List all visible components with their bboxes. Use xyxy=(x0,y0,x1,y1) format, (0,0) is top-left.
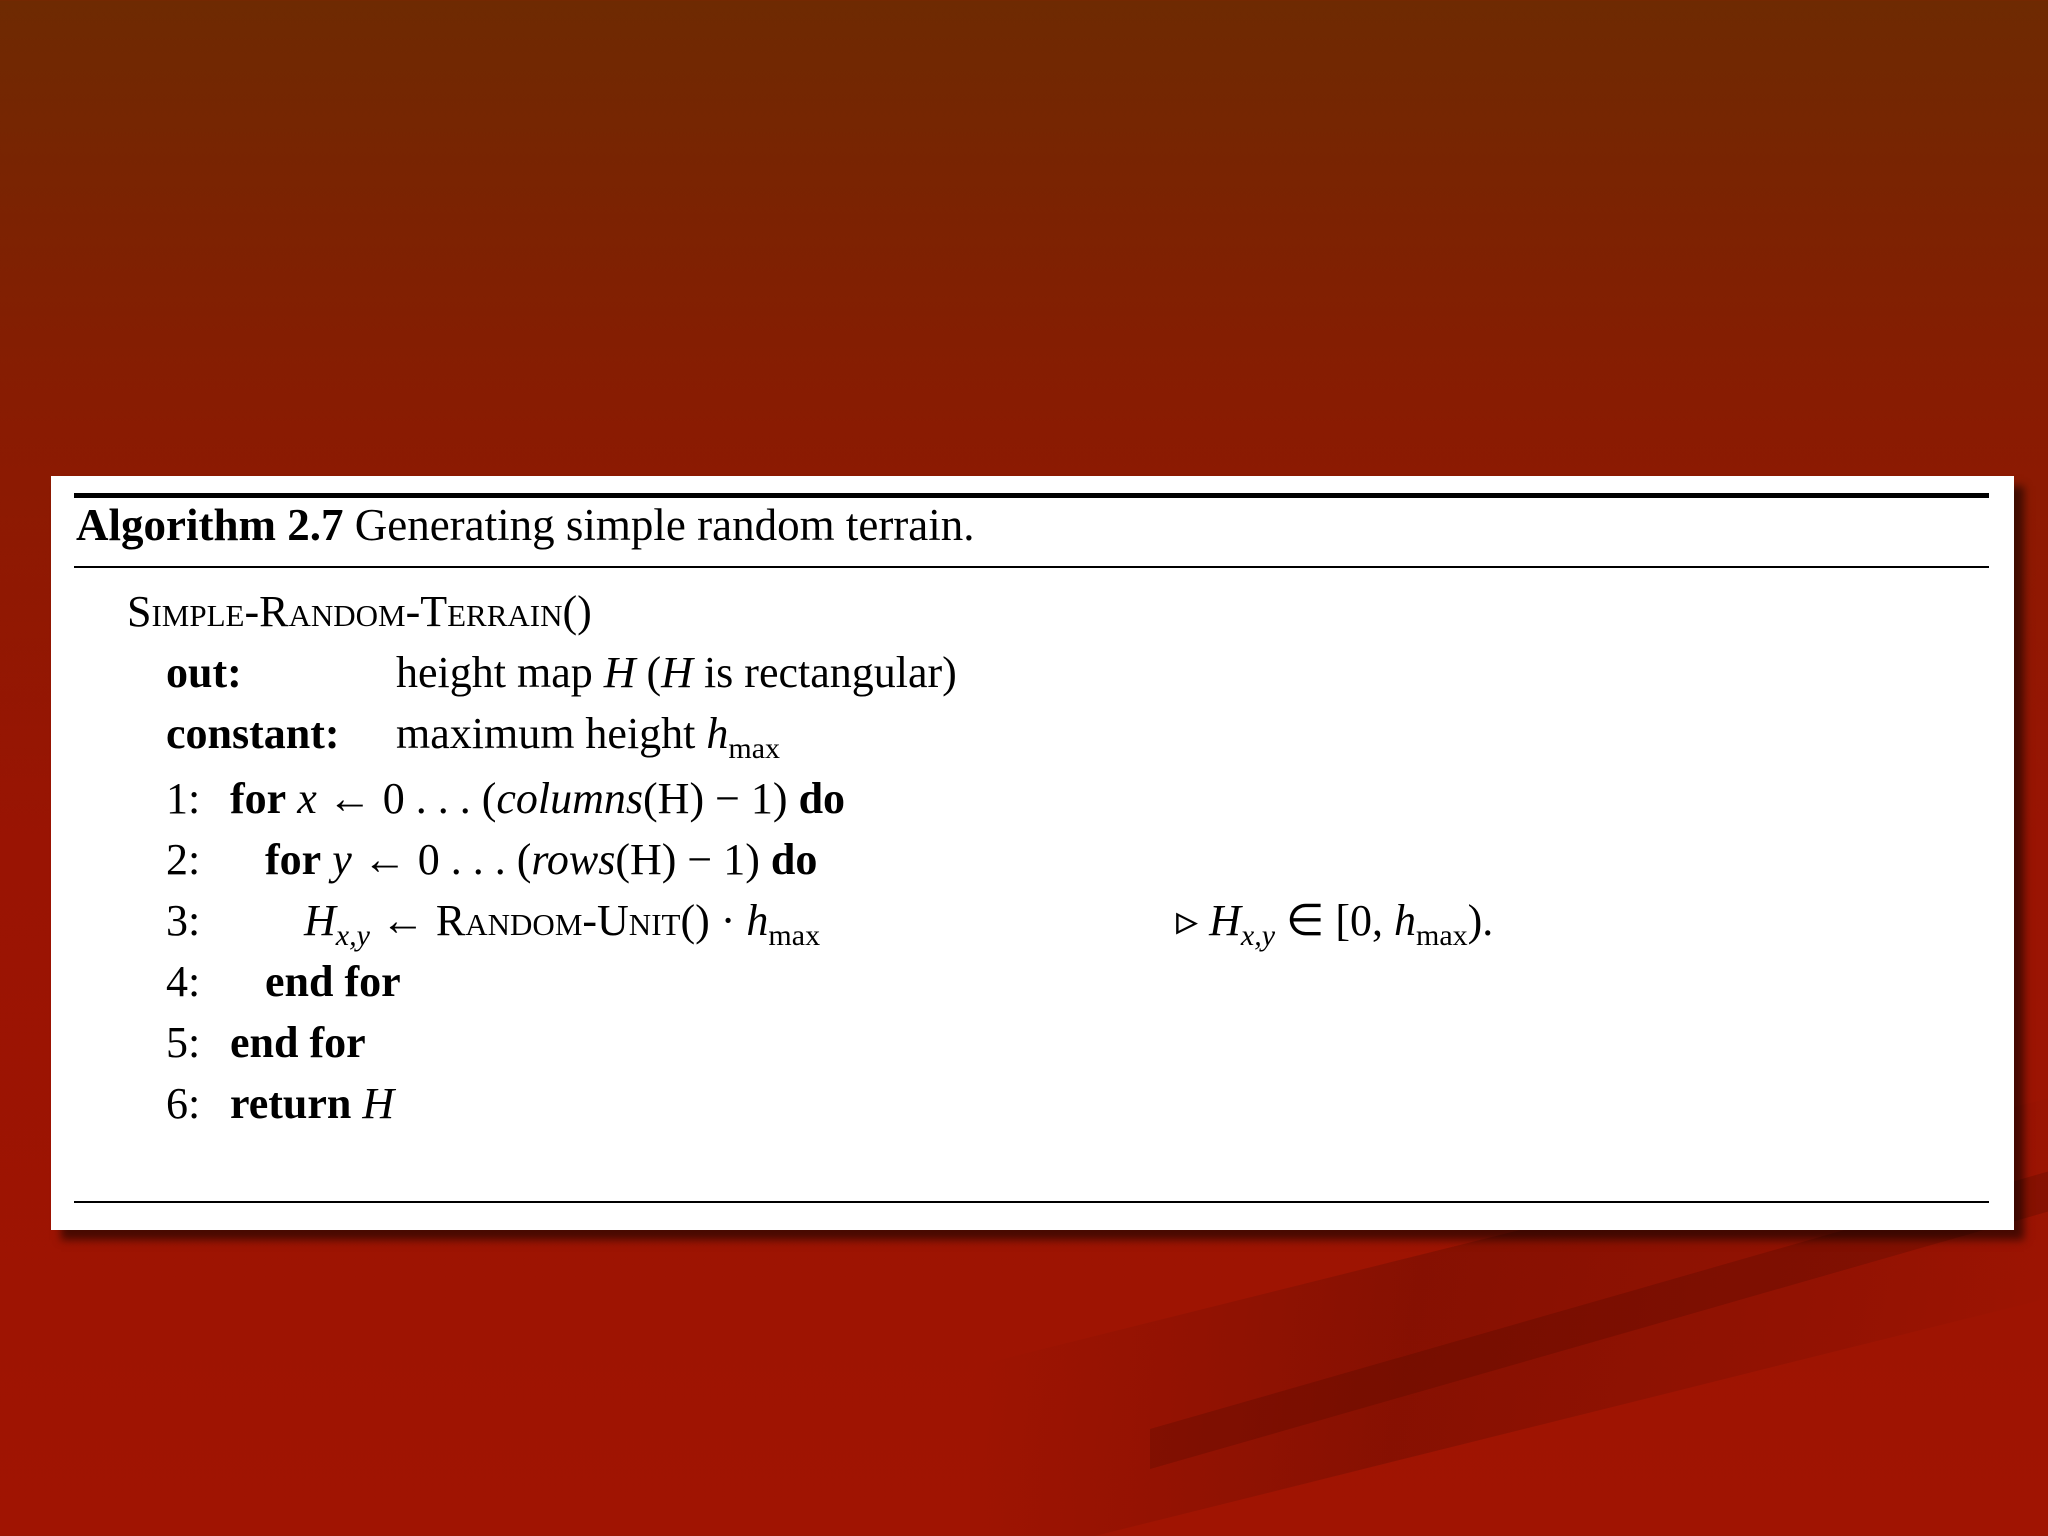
line-number: 4: xyxy=(166,957,201,1006)
keyword-for: for xyxy=(265,835,322,884)
line-number: 3: xyxy=(166,896,201,945)
out-text-3: is rectangular) xyxy=(703,648,957,697)
algorithm-box xyxy=(51,476,2014,1230)
algorithm-caption xyxy=(76,496,975,555)
line-number: 6: xyxy=(166,1079,201,1128)
comment-end: ). xyxy=(1467,896,1494,945)
comment-marker: ▹ xyxy=(1176,896,1199,945)
line-number: 5: xyxy=(166,1018,201,1067)
comment-var2: h xyxy=(1394,896,1416,945)
procedure-name: Simple-Random-Terrain() xyxy=(127,587,592,636)
keyword-end-for: end for xyxy=(230,1018,366,1067)
comment-var: H xyxy=(1209,896,1241,945)
hmax-sub: max xyxy=(768,918,821,952)
loop-var: x xyxy=(297,774,317,823)
keyword-return: return xyxy=(230,1079,352,1128)
code-line-2 xyxy=(166,834,817,887)
return-var: H xyxy=(362,1079,395,1128)
out-label: out: xyxy=(166,648,242,697)
code-line-4 xyxy=(166,956,401,1009)
range-text: ← 0 . . . ( xyxy=(362,835,532,884)
function-arg: (H) − 1) xyxy=(643,774,788,823)
caption-rule xyxy=(74,566,1989,568)
assign-arrow: ← xyxy=(380,896,425,945)
function-name: rows xyxy=(531,835,616,884)
keyword-do: do xyxy=(798,774,846,823)
constant-text: maximum height xyxy=(396,709,696,758)
constant-var: h xyxy=(706,709,729,758)
constant-sub: max xyxy=(728,731,781,765)
comment-var2-sub: max xyxy=(1416,918,1468,952)
range-text: ← 0 . . . ( xyxy=(327,774,497,823)
out-text-2: ( xyxy=(646,648,662,697)
function-name: columns xyxy=(496,774,644,823)
out-text-1: height map xyxy=(396,648,593,697)
code-line-3 xyxy=(166,895,820,954)
loop-var: y xyxy=(332,835,352,884)
line-3-comment xyxy=(1176,895,1493,954)
line-number: 1: xyxy=(166,774,201,823)
code-line-5 xyxy=(166,1017,366,1070)
keyword-for: for xyxy=(230,774,287,823)
constant-label: constant: xyxy=(166,709,340,758)
hmax-var: h xyxy=(746,896,769,945)
keyword-do: do xyxy=(770,835,818,884)
caption-label: Algorithm 2.7 xyxy=(76,500,344,550)
call-name: Random-Unit() xyxy=(435,896,710,945)
bottom-rule xyxy=(74,1201,1989,1203)
constant-line xyxy=(166,708,780,767)
out-var: H xyxy=(603,648,636,697)
code-line-6 xyxy=(166,1078,394,1131)
comment-text: ∈ [0, xyxy=(1286,896,1383,945)
multiply-dot: · xyxy=(720,896,736,945)
function-arg: (H) − 1) xyxy=(615,835,760,884)
code-line-1 xyxy=(166,773,845,826)
assign-lhs-sub: x,y xyxy=(335,918,370,952)
caption-text: Generating simple random terrain. xyxy=(354,500,975,550)
out-line xyxy=(166,647,957,700)
keyword-end-for: end for xyxy=(265,957,401,1006)
out-var-2: H xyxy=(661,648,693,697)
assign-lhs: H xyxy=(304,896,336,945)
line-number: 2: xyxy=(166,835,201,884)
comment-var-sub: x,y xyxy=(1240,918,1276,952)
